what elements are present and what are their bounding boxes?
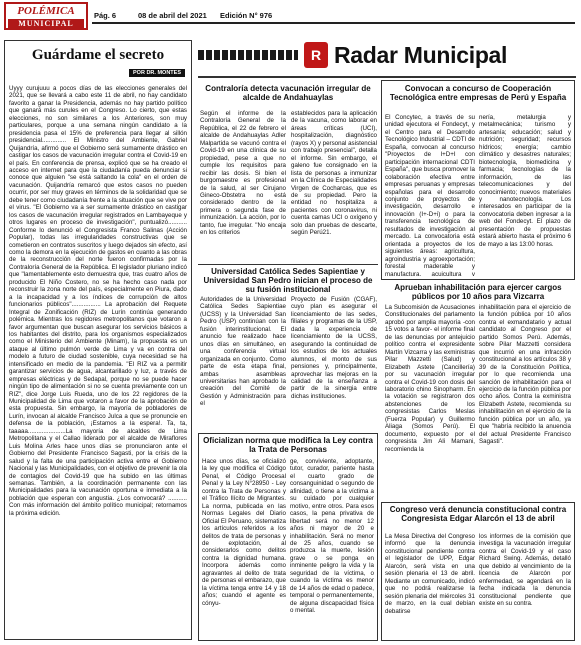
article-4-col1: La Subcomisión de Acusaciones Constitucionales del parlamento aprobó por amplia mayoría -con 15 votos a favor- el informe final de las denuncias por antejuicio político contra el expresidente Martín Vizcarra y las exministras Pilar Mazzetti (Salud) y Elizabeth Astete (Cancillería) por su vacunación irregular contra el Covid-19 con dosis del laboratorio chino Sinopharm. En la votación se registraron dos abstenciones de los congresistas Carlos Meslas (Fuerza Popular) y Guillermo Aliaga (Somos Perú). El documento, expuesto por el congresista Jim Ali Mamani, recomienda la — [385, 304, 475, 453]
section-title: Radar Municipal — [334, 42, 508, 68]
article-2-col1: El Concytec, a través de su unidad ejecutora el Fondecyt, y el Centro para el Desarrollo Tecnológico Industrial – CDTI de España, convocan al concurso "Proyectos de I+D+I con participación internacional CDTI España", que busca promover la colaboración efectiva entre empresas peruanas y empresas españolas para el desarrollo conjunto de proyectos de investigación, desarrollo e innovación (I+-D+i) o para la transferencia tecnológica de resultados de investigación al mercado. La convocatoria está orientada a proyectos de los siguientes áreas: agricultura, agroindustria y agroexportación; forestal maderable y manufactura, acuicultura y — [385, 114, 475, 276]
article-1-title: Contraloría detecta vacunación irregular de alcalde de Andahuaylas — [205, 84, 371, 102]
article-6-col1: La Mesa Directiva del Congreso informó que la denuncia constitucional pendiente contra el legislador de UPP, Edgar Alarcón, será vista en una sesión plenaria el 13 de abril. Mediante un comunicado, indicó que no podrá realizarse la sesión plenaria del miércoles 31 de marzo, en la cual debían debatirse — [385, 533, 475, 615]
article-3-title: Universidad Católica Sedes Sapientiae y Universidad San Pedro inician el proceso de su fusión institucional — [203, 267, 373, 294]
logo-line2: MUNICIPAL — [8, 19, 84, 28]
article-5-title: Oficializan norma que modifica la Ley contra la Trata de Personas — [203, 436, 373, 454]
section-banner — [198, 40, 576, 78]
opinion-column — [4, 40, 192, 640]
article-6-col2: los informes de la comisión que investiga la vacunación irregular contra el Covid-19 y el caso Richard Swing. Además, detalló que debido al vencimiento de la licencia de Alarcón por enfermedad, se agendará en la fecha indicada la denuncia constitucional pendiente que existe en su contra. — [479, 533, 571, 608]
column-byline: POR DR. MONTES — [129, 69, 185, 77]
article-1-col1: Según el informe de la Contraloría General de la República, el 22 de febrero el alcalde de Andahuaylas Adler Malpartida se vacunó contra el Covid-19 en una clínica de su propiedad, pese a que no cumple los requisitos para recibir las dosis. Si bien el burgomaestre es profesional de la salud, al ser Cirujano Gineco-Obstetra no está considerado dentro de la primera o segunda fase de inmunización. La acción, por lo tanto, fue irregular. "No encaja en los criterios — [200, 110, 286, 237]
article-3-col1: Autoridades de la Universidad Católica Sedes Sapientiae (UCSS) y la Universidad San Pedro (USP) continúan con la fusión interinstitucional. El anuncio fue realizado hace unos días en simultáneo, en una conferencia virtual organizada en conjunto. Como parte de esta etapa final, ambas asambleas universitarias han aprobado la creación del Comité de Gestión y Administración para el — [200, 296, 286, 408]
edition-number: Edición N° 976 — [220, 11, 273, 20]
article-4-title: Aprueban inhabilitación para ejercer cargos públicos por 10 años para Vizcarra — [394, 283, 562, 301]
newspaper-logo — [4, 2, 88, 30]
article-3-col2: Proyecto de Fusión (CGAF), cuyo plan es asegurar el licenciamiento de las sedes, filiales y programas de la USP, dada la experiencia de licenciamiento de la UCSS, asegurando la continuidad de los estudios de los actuales alumnos, el monto de sus pensiones y, principalmente, aprovechar las mejoras en la calidad de la enseñanza a partir de la sinergia entre dichas instituciones. — [291, 296, 377, 400]
article-1-col2: establecidos para la aplicación de la vacuna, como laborar en áreas críticas (UCI), hospitalización, diagnóstico (rayos X) y personal asistencial con trabajo presencial", detalla el informe. Sin embargo, el galeno fue consignado en la lista de personas a inmunizar en la Clínica de Especialidades Virgen de Cocharcas, que es de su propiedad. Pero la entidad no hospitaliza a pacientes con coronavirus, ni cuenta camas UCI o oxígeno y solo dan pruebas de descarte, según Perú21. — [291, 110, 377, 237]
article-2-col2: nería, metalurgia y metalmecánica; turismo y artesanía; educación; salud y nutrición; seguridad; recursos hídricos; energía; cambio climático y desastres naturales; biotecnología, biomedicina y farmacia; tecnologías de la información, de las telecomunicaciones y del conocimiento; nuevos materiales y nanotecnología. Los interesados en participar de la convocatoria deben ingresar a la web del Fondecyt. El plazo de presentación de propuestas estará abierto hasta el próximo 6 de mayo a las 13:00 horas. — [479, 114, 571, 248]
header-rule — [92, 22, 575, 24]
issue-date: 08 de abril del 2021 — [138, 11, 207, 20]
column-title: Guárdame el secreto — [31, 47, 165, 63]
article-2-title: Convocan a concurso de Cooperación Tecnológica entre empresas de Perú y España — [389, 84, 567, 102]
page-header — [0, 0, 581, 36]
article-4-col2: inhabilitación para el ejercicio de la función pública por 10 años contra el exmandatario y actual candidato al Congreso por el partido Somos Perú. Además, sobre Pilar Mazzetti considera que incurrió en una infracción constitucional a los artículos 38 y 39 de la Constitución Política, por lo que recomienda una sanción de inhabilitación para el ejercicio de la función pública por ocho años. Contra la exministra Elizabeth Astete, recomienda su inhabilitación en el ejercicio de la función pública por un año, ya que "habría recibido la anuencia del actual Presidente Francisco Sagasti". — [479, 304, 571, 446]
banner-stripes — [198, 50, 298, 60]
article-5-col1: Hace unos días, se oficializó la ley que modifica el Código Penal, el Código Procesal Penal y la Ley N°28950 - Ley contra la Trata de Personas y el Tráfico Ilícito de Migrantes. La norma, publicada en las Normas Legales del Diario Oficial El Peruano, sistematiza los artículos referidos a los delitos de trata de personas y de explotación, al considerarlos como delitos contra la dignidad humana. Incorpora además como agravantes al delito de trata de personas el embarazo, que la víctima tenga entre 14 y 18 años; cuando el agente es cónyu- — [202, 458, 286, 607]
article-5-col2: ge, conviviente, adoptante, tutor, curador, pariente hasta el cuarto grado de consanguinidad o segundo de afinidad, o tiene a la víctima a su cuidado por cualquier motivo, entre otros. Para esos casos, la pena privativa de libertad será no menor 12 años ni mayor de 20 e inhabilitación. Será no menor de 25 años, cuando se produzca la muerte, lesión grave o se ponga en inminente peligro la vida y la seguridad de la víctima, o cuando la víctima es menor de 14 años de edad o padece, temporal o permanentemente, de alguna discapacidad física o mental. — [290, 458, 374, 615]
article-6-title: Congreso verá denuncia constitucional contra Congresista Edgar Alarcón el 13 de abril — [389, 505, 567, 523]
page-number: Pág. 6 — [94, 11, 117, 20]
logo-line1: POLÉMICA — [17, 5, 75, 17]
column-body: Uyyy curujuuu a pocos días de las elecciones generales del 2021, que se llevará a cabo este 11 de abril, no hay candidato favorito a ganar la Presidencia, además no hay partido político que ganará más curules en el Congreso. Lo cierto, que estas elecciones, no son similares a los Anteriores, son muy particulares, porque a una semana ningún candidato a la presidencia pasa el 15% de preferencia para llegar al sillón presidencial.............. El Ministro del Ambiente, Gabriel Quijandría, afirmó que el Gobierno será sumamente drástico en castigar los casos de vacunación irregular contra el Covid-19 en el país. En conferencia de prensa, explicó que se ha creado el acceso en internet para que la ciudadanía pueda denunciar si conoce que alguien "se está saltando la cola" en el orden de vacunación. Quijandría remarcó que estos casos no pueden ocurrir, por ser muy graves en términos de la solidaridad que se debe tener como ciudadanía frente a la situación que se vive por el virus. "El Gobierno va a ser sumamente drástico en castigar los casos de vacunación irregular registrados en Lambayeque y otros lugares en proceso de investigación", puntualizó........... Conforme lo denunció el Congresista Franco Salinas (Acción Popular), todas las irregularidades constructivas que se cometieron en contratos suscritos y luego dejados sin efecto, así como la demora en la ejecución de gastos en cuanto a las obras de la reconstrucción del norte fueron confirmadas por la Contraloría General de la República. El legislador pluriano indicó que "lamentablemente esto demuestra que, tras cuatro años de producido El Niño Costero, no se ha hecho caso nada por reconstruir la zona norte del país, especialmente en Piura, dado a la incapacidad y a los índices de corrupción de altos funcionarios públicos"................. La aprobación del Requete Integral de Zonificación (RIZ) de Lurín continúa generando polémica. Mientras los regidores metropolitanos que votaron a favor argumentan que buscan asegurar los servicios básicos a los habitantes del distrito, para los organismos especializados como el Ministerio del Ambiente (Minam), la propuesta es un ataque al último pulmón verde de Lima y va en contra del modelo a futuro de ciudad sostenible, cuya necesidad se ha intensificado en medio de la pandemia. "El RIZ va a permitir garantizar servicios de agua, alcantarillado y luz, a través de empresas eléctricas y de Sedapal, porque no se puede hacer ningún tipo de alimentación si no se cuenta previamente con un RIZ", dice Jorge Luis Rueda, uno de los 22 regidores de la Municipalidad de Lima que votaron a favor de la aprobación de esta propuesta. Sin embargo, la mayoría de pobladores de Lurín, invocan al alcalde Francisco Julca a que se pronuncie en defensa de la población, ¡Estamos a la espera!. Ta, ta, taaaaa......................La mayoría de alcaldes de Lima Metropolitana y el Callao liderado por el alcalde de Miraflores Luis Molina Arles hace unos días se pronunciaron ante el Gobierno del Presidente Francisco Sagasti, por la crisis de la salud y la falta de una participación activa entre el Gobierno Nacional y las Municipalidades, con el objetivo de prevenir la ola de contagios del Covid-19 que ha subido en las últimas semanas. También, a la coordinación permanente con las Municipalidades para la vacunación oportuna e inmediata a la población que esperan con angustia. ¿Los convocará? ........... Con más información del ámbito político municipal; retornamos la próxima edición. — [9, 85, 187, 517]
radar-icon: R — [304, 42, 328, 68]
